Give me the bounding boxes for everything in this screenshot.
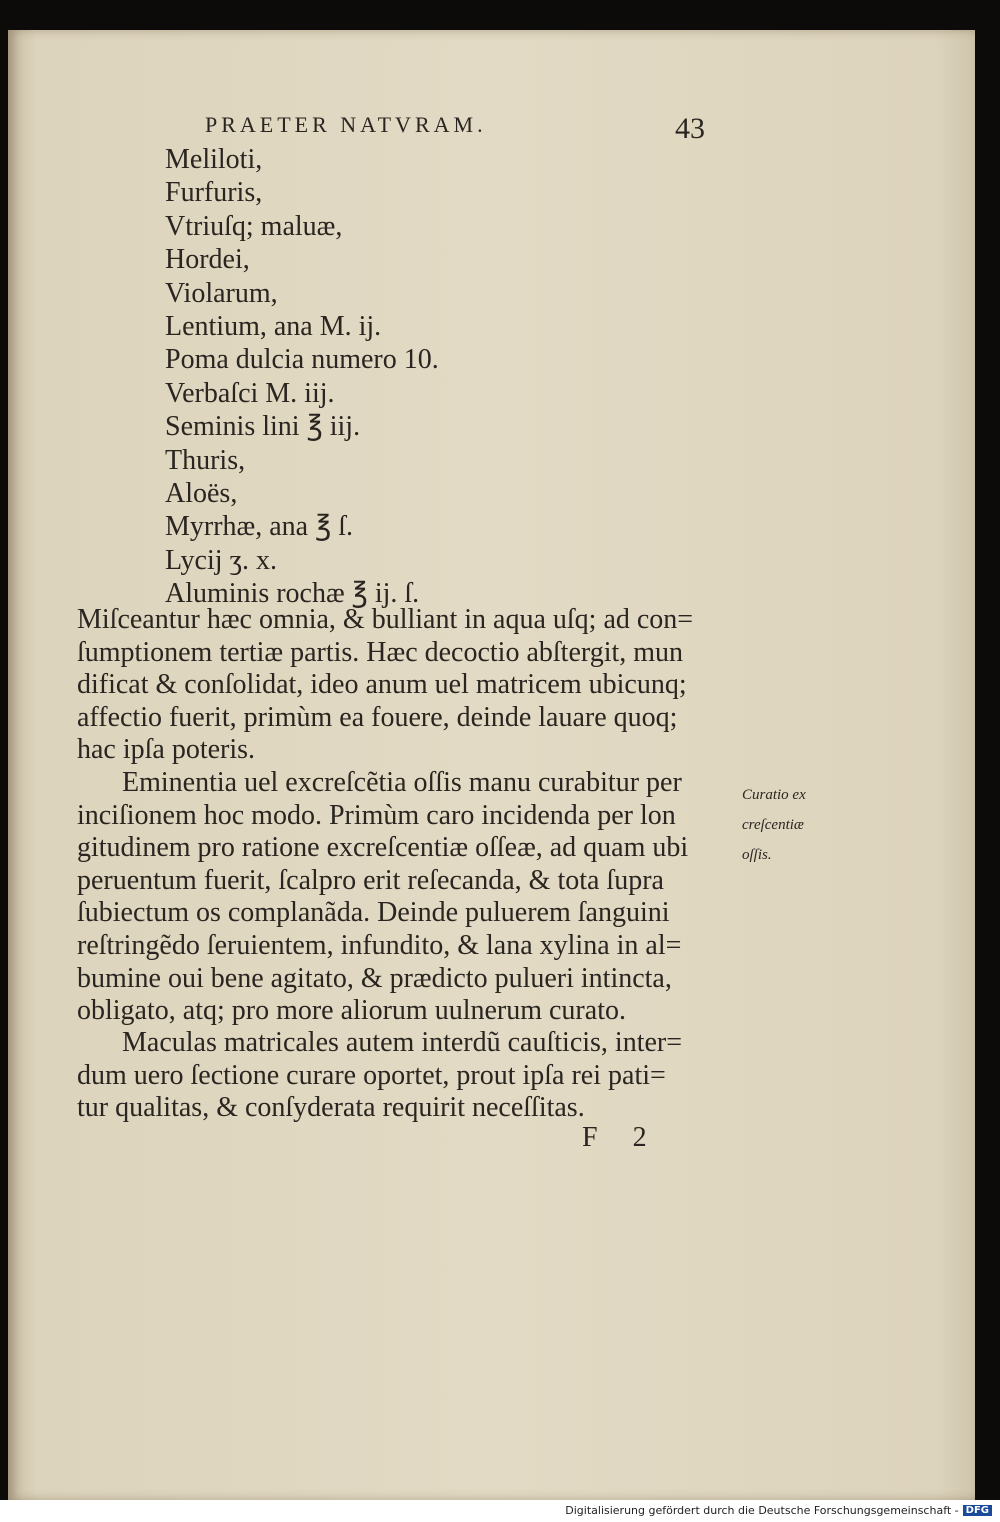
paragraph-3 — [77, 1027, 682, 1125]
text-line: tur qualitas, & conſyderata requirit neceſſitas. — [77, 1092, 585, 1124]
list-item: Aluminis rochæ ℥ ij. ſ. — [165, 578, 420, 610]
text-line: peruentum fuerit, ſcalpro erit reſecanda, & tota ſupra — [77, 864, 664, 896]
credit-text: Digitalisierung gefördert durch die Deutsche Forschungsgemeinschaft - — [565, 1504, 959, 1517]
text-line: obligato, atq; pro more aliorum uulnerum curato. — [77, 995, 626, 1027]
text-line: Eminentia uel excreſcẽtia oſſis manu curabitur per — [122, 767, 682, 798]
list-item: Lentium, ana M. ij. — [165, 311, 382, 343]
list-item: Seminis lini ℥ iij. — [165, 411, 361, 443]
list-item: Thuris, — [165, 444, 246, 476]
list-item: Poma dulcia numero 10. — [165, 344, 439, 376]
list-item: Lycij ʒ. x. — [165, 544, 277, 576]
list-item: Myrrhæ, ana ℥ ſ. — [165, 511, 354, 543]
running-head: PRAETER NATVRAM. — [205, 112, 487, 137]
text-line: gitudinem pro ratione excreſcentiæ oſſeæ, ad quam ubi — [77, 832, 689, 864]
dfg-logo: DFG — [963, 1505, 992, 1516]
text-line: hac ipſa poteris. — [77, 734, 256, 766]
text-line: reſtringẽdo ſeruientem, infundito, & lana xylina in al= — [77, 929, 682, 961]
paragraph-2 — [77, 767, 688, 1028]
recipe-list — [165, 143, 439, 611]
list-item: Vtriuſq; maluæ, — [165, 210, 343, 242]
list-item: Hordei, — [165, 244, 250, 276]
text-line: dum uero ſectione curare oportet, prout ipſa rei pati= — [77, 1059, 666, 1091]
text-line: ſubiectum os complanãda. Deinde puluerem ſanguini — [77, 897, 670, 929]
text-line: dificat & conſolidat, ideo anum uel matricem ubicunq; — [77, 669, 687, 701]
text-line: bumine oui bene agitato, & prædicto pulueri intincta, — [77, 962, 672, 994]
paragraph-1 — [77, 604, 693, 767]
text-line: inciſionem hoc modo. Primùm caro incidenda per lon — [77, 799, 676, 831]
text-line: ſumptionem tertiæ partis. Hæc decoctio abſtergit, mun — [77, 636, 684, 668]
marginal-note-line: Curatio ex — [742, 787, 806, 803]
marginal-note — [742, 780, 806, 870]
marginal-note-line: creſcentiæ — [742, 817, 804, 833]
text-line: Maculas matricales autem interdũ cauſticis, inter= — [122, 1027, 683, 1058]
digitization-credit — [565, 1504, 992, 1517]
text-line: Miſceantur hæc omnia, & bulliant in aqua uſq; ad con= — [77, 604, 694, 635]
list-item: Furfuris, — [165, 177, 263, 209]
text-line: affectio fuerit, primùm ea fouere, deinde lauare quoq; — [77, 701, 678, 733]
list-item: Aloës, — [165, 478, 238, 510]
list-item: Violarum, — [165, 277, 278, 309]
signature-mark: F 2 — [582, 1122, 661, 1153]
marginal-note-line: oſſis. — [742, 847, 772, 863]
list-item: Verbaſci M. iij. — [165, 377, 335, 409]
list-item: Meliloti, — [165, 144, 263, 175]
page-number: 43 — [675, 112, 705, 145]
